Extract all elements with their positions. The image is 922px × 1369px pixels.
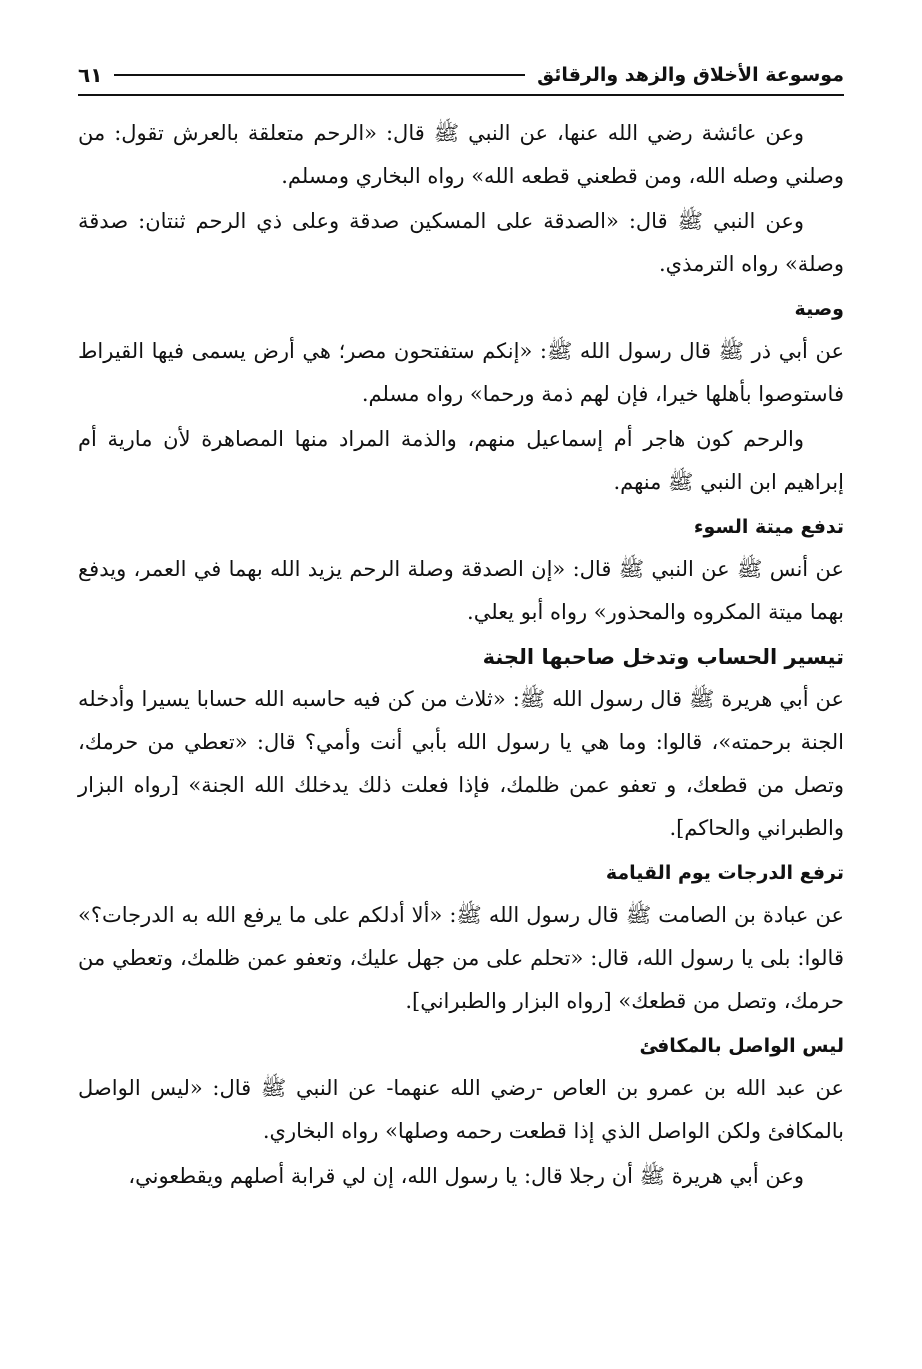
paragraph: عن أبي هريرة ﷺ قال رسول الله ﷺ: «ثلاث من كن فيه حاسبه الله حسابا يسيرا وأدخله الجنة برحمته»، قالوا: وما هي يا رسول الله بأبي أنت وأمي؟ قال: «تعطي من حرمك، وتصل من قطعك، و تعفو عمن ظلمك، فإذا فعلت ذلك يدخلك الله الجنة» [رواه البزار والطبراني والحاكم]. (78, 687, 844, 840)
page-body (78, 112, 844, 1200)
paragraph: عن عبد الله بن عمرو بن العاص -رضي الله عنهما- عن النبي ﷺ قال: «ليس الواصل بالمكافئ ولكن الواصل الذي إذا قطعت رحمه وصلها» رواه البخاري. (78, 1076, 844, 1143)
header-divider (78, 94, 844, 96)
header-rule (114, 74, 525, 76)
paragraph: وعن النبي ﷺ قال: «الصدقة على المسكين صدقة وعلى ذي الرحم ثنتان: صدقة وصلة» رواه الترمذي. (78, 209, 844, 276)
paragraph: عن أنس ﷺ عن النبي ﷺ قال: «إن الصدقة وصلة الرحم يزيد الله بهما في العمر، ويدفع بهما ميتة المكروه والمحذور» رواه أبو يعلي. (78, 557, 844, 624)
book-title: موسوعة الأخلاق والزهد والرقائق (537, 64, 844, 86)
page-header (78, 58, 844, 92)
paragraph: عن أبي ذر ﷺ قال رسول الله ﷺ: «إنكم ستفتحون مصر؛ هي أرض يسمى فيها القيراط فاستوصوا بأهلها خيرا، فإن لهم ذمة ورحما» رواه مسلم. (78, 339, 844, 406)
section-heading: ليس الواصل بالمكافئ (639, 1035, 844, 1057)
paragraph: والرحم كون هاجر أم إسماعيل منهم، والذمة المراد منها المصاهرة لأن مارية أم إبراهيم ابن النبي ﷺ منهم. (78, 427, 844, 494)
section-heading: ترفع الدرجات يوم القيامة (605, 862, 844, 884)
paragraph: عن عبادة بن الصامت ﷺ قال رسول الله ﷺ: «ألا أدلكم على ما يرفع الله به الدرجات؟» قالوا: بلى يا رسول الله، قال: «تحلم على من جهل عليك، وتعفو عمن ظلمك، وتعطي من حرمك، وتصل من قطعك» [رواه البزار والطبراني]. (78, 903, 844, 1013)
page-number: ٦١ (78, 63, 103, 87)
paragraph: وعن عائشة رضي الله عنها، عن النبي ﷺ قال: «الرحم متعلقة بالعرش تقول: من وصلني وصله الله، ومن قطعني قطعه الله» رواه البخاري ومسلم. (78, 121, 844, 188)
section-heading: تيسير الحساب وتدخل صاحبها الجنة (482, 645, 844, 669)
paragraph: وعن أبي هريرة ﷺ أن رجلا قال: يا رسول الله، إن لي قرابة أصلهم ويقطعوني، (128, 1164, 804, 1188)
section-heading: تدفع ميتة السوء (693, 516, 844, 538)
section-heading: وصية (794, 298, 844, 320)
